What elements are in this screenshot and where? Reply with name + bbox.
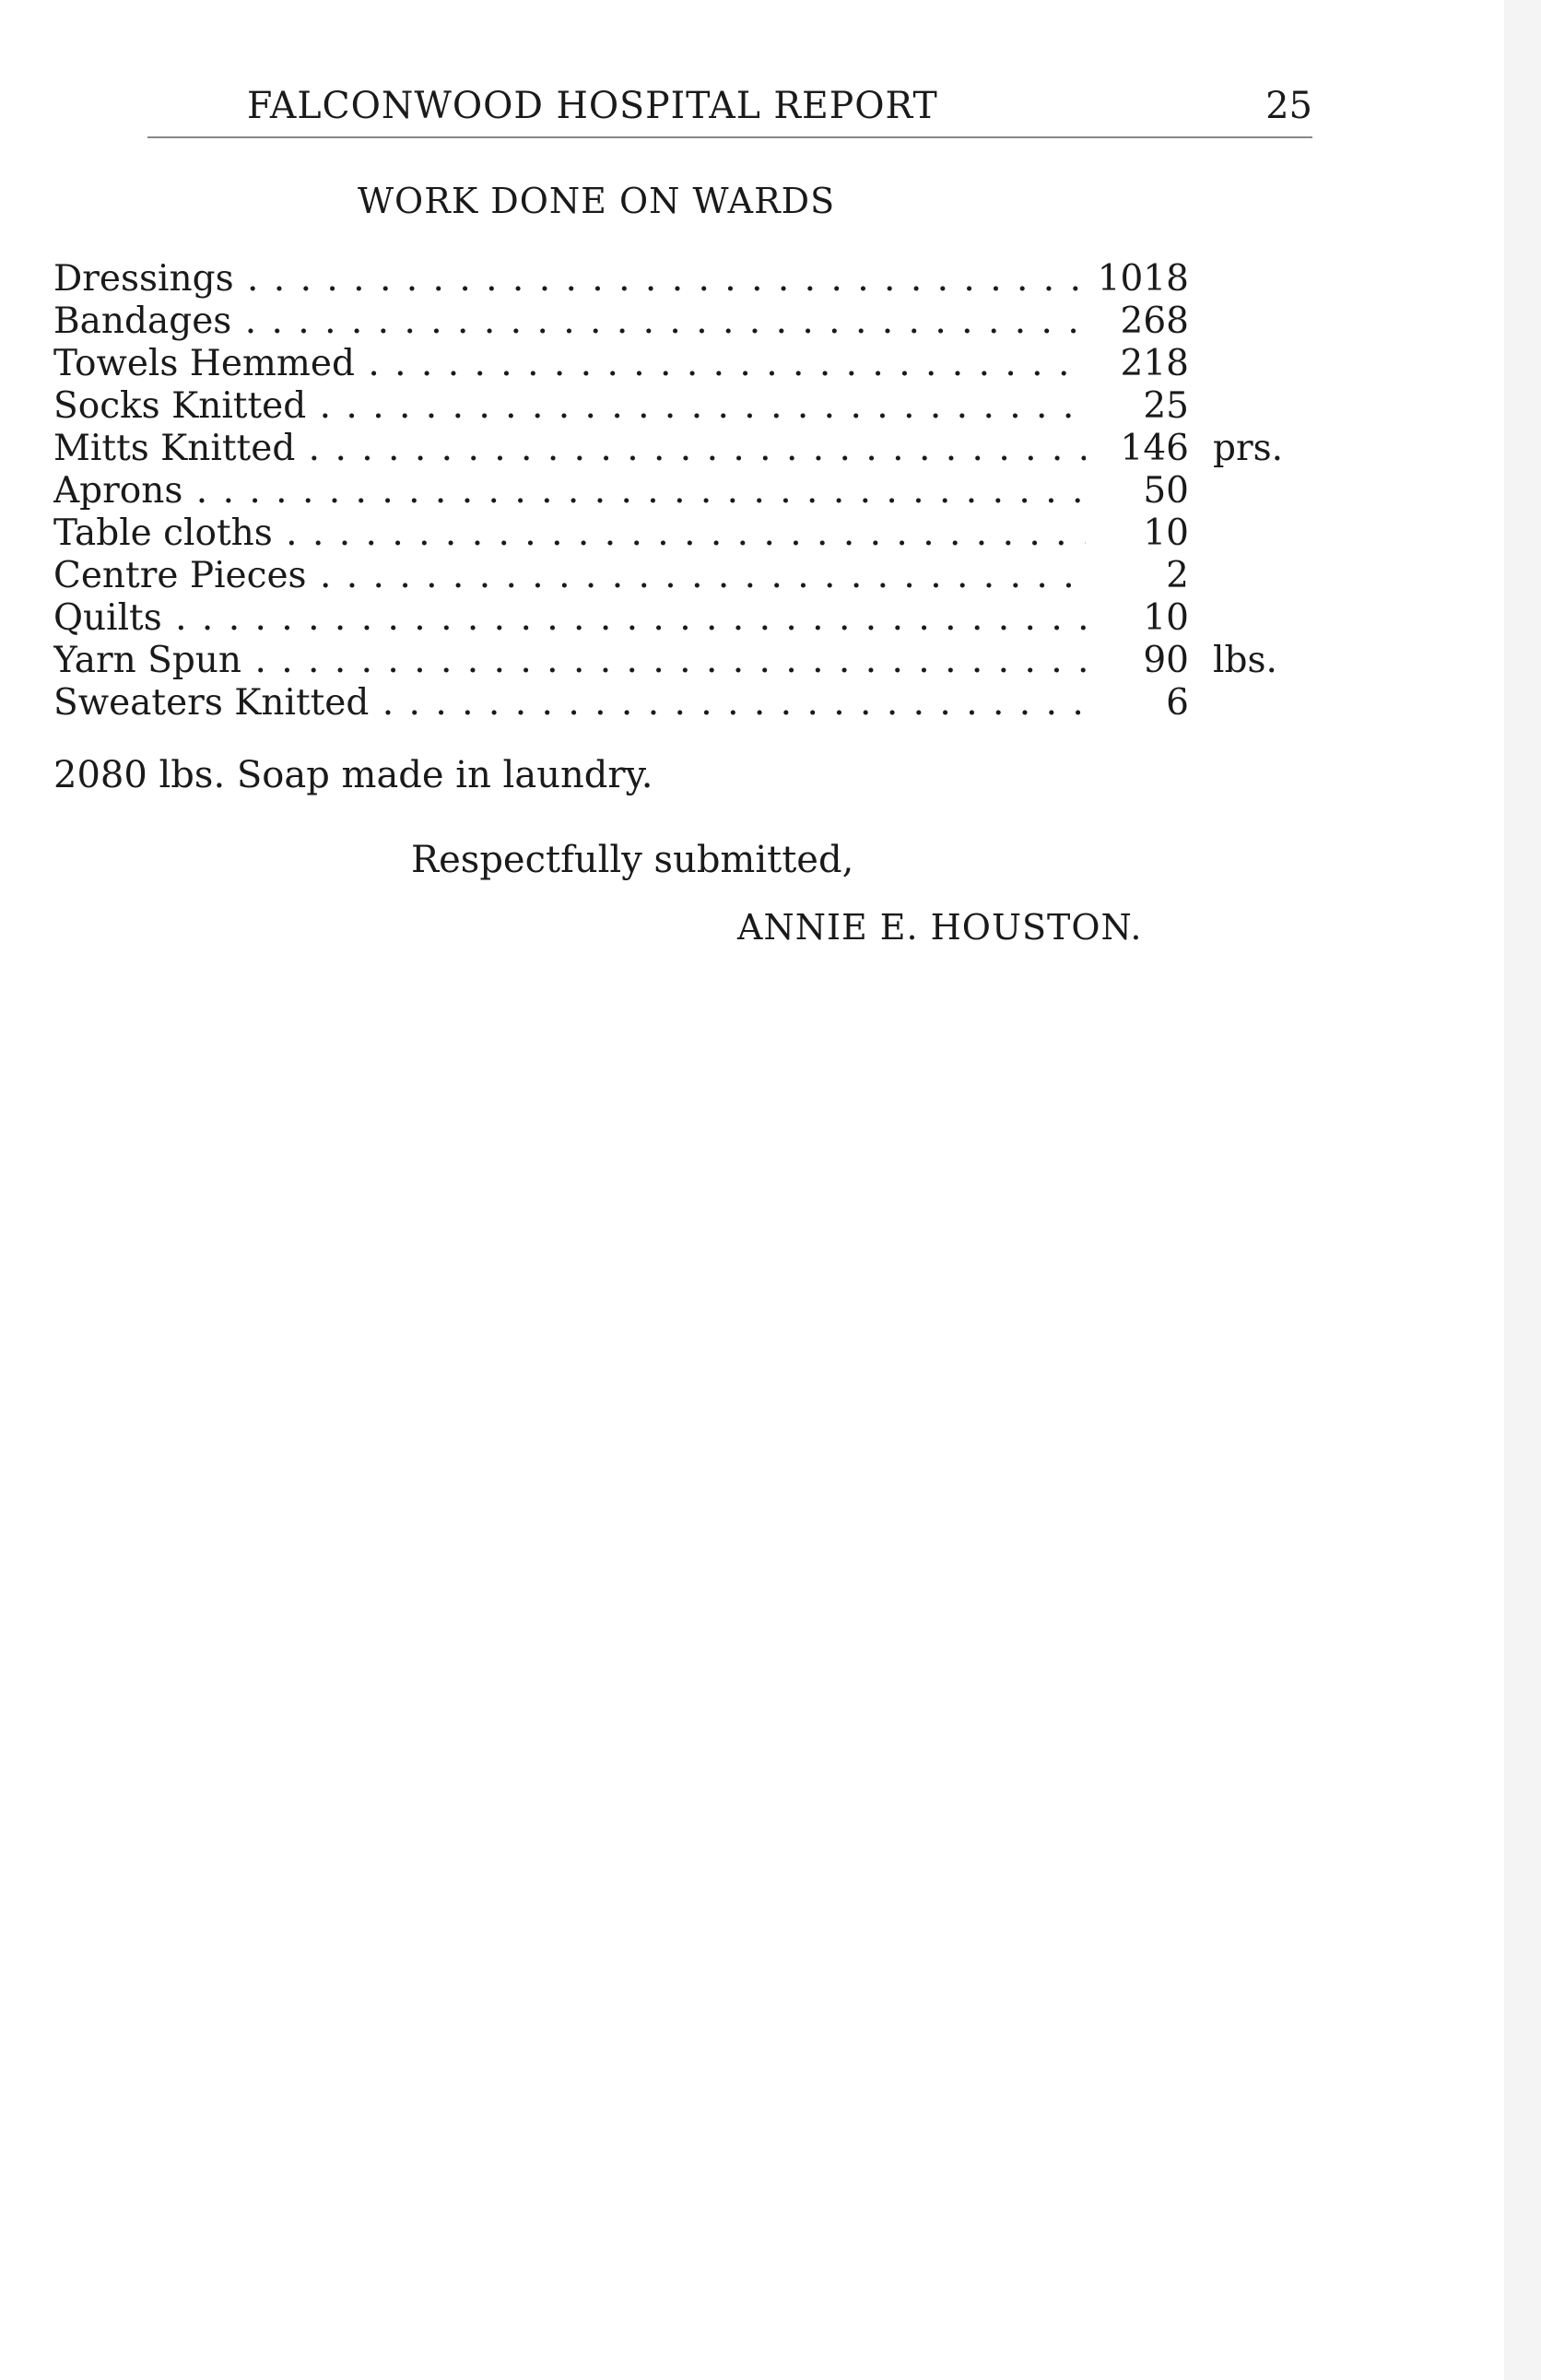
item-label: Dressings . . . [53, 258, 1086, 300]
header-rule [147, 136, 1312, 138]
table-row [53, 343, 1288, 385]
table-row [53, 682, 1288, 725]
page-number: 25 [1265, 85, 1312, 127]
item-value: 10 [1128, 597, 1189, 639]
item-value: 218 [1106, 343, 1189, 384]
laundry-note: 2080 lbs. Soap made in laundry. [53, 754, 653, 796]
item-value: 268 [1106, 300, 1189, 342]
report-title: FALCONWOOD HOSPITAL REPORT [247, 85, 938, 127]
table-row [53, 640, 1288, 682]
item-label: Centre Pieces . . . [53, 555, 1086, 596]
item-label: Towels Hemmed . . . [53, 343, 1086, 384]
table-row [53, 385, 1288, 428]
table-row [53, 428, 1288, 470]
page-header [247, 77, 1312, 133]
table-row [53, 300, 1288, 343]
table-row [53, 470, 1288, 513]
item-value: 90 [1128, 640, 1189, 681]
item-unit: prs. [1213, 428, 1284, 469]
item-value: 6 [1151, 682, 1189, 724]
page-edge-shadow [1504, 0, 1541, 2380]
item-label: Quilts . . . [53, 597, 1086, 639]
section-title: WORK DONE ON WARDS [358, 181, 836, 221]
item-unit: lbs. [1213, 640, 1277, 681]
closing-line: Respectfully submitted, [411, 839, 854, 881]
item-value: 146 [1106, 428, 1189, 469]
item-label: Mitts Knitted . . . [53, 428, 1086, 469]
signature-name: ANNIE E. HOUSTON. [737, 907, 1143, 948]
table-row [53, 597, 1288, 640]
work-table [53, 258, 1288, 725]
table-row [53, 513, 1288, 555]
item-value: 25 [1128, 385, 1189, 427]
item-value: 10 [1128, 513, 1189, 554]
item-label: Aprons . . . [53, 470, 1086, 512]
item-value: 1018 [1083, 258, 1189, 300]
item-value: 2 [1151, 555, 1189, 596]
table-row [53, 258, 1288, 300]
item-label: Yarn Spun . . . [53, 640, 1086, 681]
item-label: Sweaters Knitted . . . [53, 682, 1086, 724]
item-value: 50 [1128, 470, 1189, 512]
item-label: Bandages . . . [53, 300, 1086, 342]
item-label: Table cloths . . . [53, 513, 1086, 554]
table-row [53, 555, 1288, 597]
item-label: Socks Knitted . . . [53, 385, 1086, 427]
